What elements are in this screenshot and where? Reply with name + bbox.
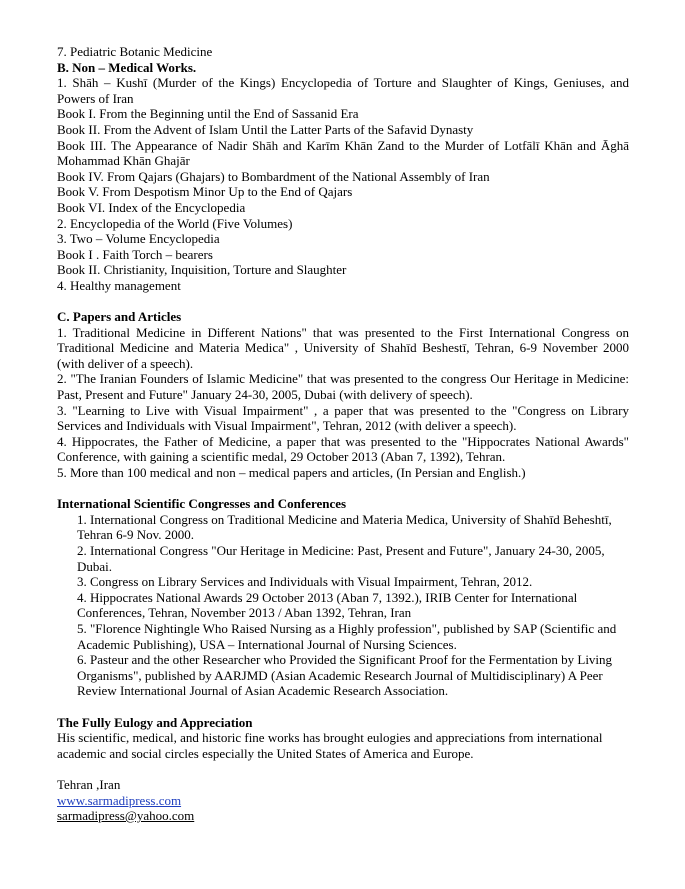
contact-city: Tehran ,Iran xyxy=(57,776,121,792)
papers-section xyxy=(57,309,629,481)
book-4: Book IV. From Qajars (Ghajars) to Bombardment of the National Assembly of Iran xyxy=(57,168,490,184)
book-6: Book VI. Index of the Encyclopedia xyxy=(57,199,246,215)
document-page xyxy=(57,44,629,824)
spacer xyxy=(57,761,629,777)
congress-item-6: 6. Pasteur and the other Researcher who Provided the Significant Proof for the Fermentation by Living Organisms", published by AARJMD (Asian Academic Research Journal of Multidisciplinary) A Peer Review International Journal of Asian Academic Research Association. xyxy=(77,652,613,699)
medical-item-7: 7. Pediatric Botanic Medicine xyxy=(57,44,213,59)
item-3-book-1: Book I . Faith Torch – bearers xyxy=(57,246,213,262)
website-link[interactable]: www.sarmadipress.com xyxy=(57,792,182,808)
congress-item-3: 3. Congress on Library Services and Individuals with Visual Impairment, Tehran, 2012. xyxy=(77,574,533,590)
congress-item-5: 5. "Florence Nightingle Who Raised Nursing as a Highly profession", published by SAP (Scientific and Academic Publishing), USA – International Journal of Nursing Sciences. xyxy=(77,620,617,652)
paper-item-1: 1. Traditional Medicine in Different Nations" that was presented to the First International Congress on Traditional Medicine and Materia Medica" , University of Shahīd Beshestī, Tehran, 6-9 November 2000 (with deliver of a speech). xyxy=(57,324,629,371)
eulogy-section xyxy=(57,715,629,762)
congresses-section xyxy=(57,496,629,699)
non-medical-heading: B. Non – Medical Works. xyxy=(57,59,197,75)
spacer xyxy=(57,294,629,310)
non-medical-item-3: 3. Two – Volume Encyclopedia xyxy=(57,231,220,247)
papers-heading: C. Papers and Articles xyxy=(57,309,182,325)
non-medical-item-2: 2. Encyclopedia of the World (Five Volumes) xyxy=(57,215,293,231)
non-medical-section xyxy=(57,60,629,294)
email-link[interactable]: sarmadipress@yahoo.com xyxy=(57,808,195,824)
congresses-heading: International Scientific Congresses and Conferences xyxy=(57,496,347,512)
paper-item-5: 5. More than 100 medical and non – medical papers and articles, (In Persian and English.) xyxy=(57,465,526,481)
book-3: Book III. The Appearance of Nadir Shāh and Karīm Khān Zand to the Murder of Lotfālī Khān and Āghā Mohammad Khān Ghajār xyxy=(57,137,629,169)
contact-section xyxy=(57,777,629,824)
congress-item-2: 2. International Congress "Our Heritage in Medicine: Past, Present and Future", January 24-30, 2005, Dubai. xyxy=(77,543,605,574)
paper-item-4: 4. Hippocrates, the Father of Medicine, a paper that was presented to the "Hippocrates National Awards" Conference, with gaining a scientific medal, 29 October 2013 (Aban 7, 1392), Tehran. xyxy=(57,433,629,465)
item-3-book-2: Book II. Christianity, Inquisition, Torture and Slaughter xyxy=(57,262,347,278)
non-medical-item-4: 4. Healthy management xyxy=(57,277,181,293)
congress-item-4: 4. Hippocrates National Awards 29 October 2013 (Aban 7, 1392.), IRIB Center for International Conferences, Tehran, November 2013 / Aban 1392, Tehran, Iran xyxy=(77,589,578,621)
book-2: Book II. From the Advent of Islam Until the Latter Parts of the Safavid Dynasty xyxy=(57,121,474,137)
spacer xyxy=(57,699,629,715)
book-5: Book V. From Despotism Minor Up to the End of Qajars xyxy=(57,184,353,200)
spacer xyxy=(57,481,629,497)
book-1: Book I. From the Beginning until the End of Sassanid Era xyxy=(57,106,359,122)
congress-item-1: 1. International Congress on Traditional Medicine and Materia Medica, University of Shahīd Beheshtī, Tehran 6-9 Nov. 2000. xyxy=(77,511,612,543)
eulogy-text: His scientific, medical, and historic fine works has brought eulogies and appreciations from international academic and social circles especially the United States of America and Europe. xyxy=(57,730,603,761)
eulogy-heading: The Fully Eulogy and Appreciation xyxy=(57,714,253,730)
paper-item-2: 2. "The Iranian Founders of Islamic Medicine" that was presented to the congress Our Heritage in Medicine: Past, Present and Future" January 24-30, 2005, Dubai (with delivery of speech). xyxy=(57,371,629,403)
paper-item-3: 3. "Learning to Live with Visual Impairment" , a paper that was presented to the "Congress on Library Services and Individuals with Visual Impairment", Tehran, 2012 (with deliver a speech). xyxy=(57,402,629,434)
non-medical-item-1: 1. Shāh – Kushī (Murder of the Kings) Encyclopedia of Torture and Slaughter of Kings, Geniuses, and Powers of Iran xyxy=(57,75,629,106)
